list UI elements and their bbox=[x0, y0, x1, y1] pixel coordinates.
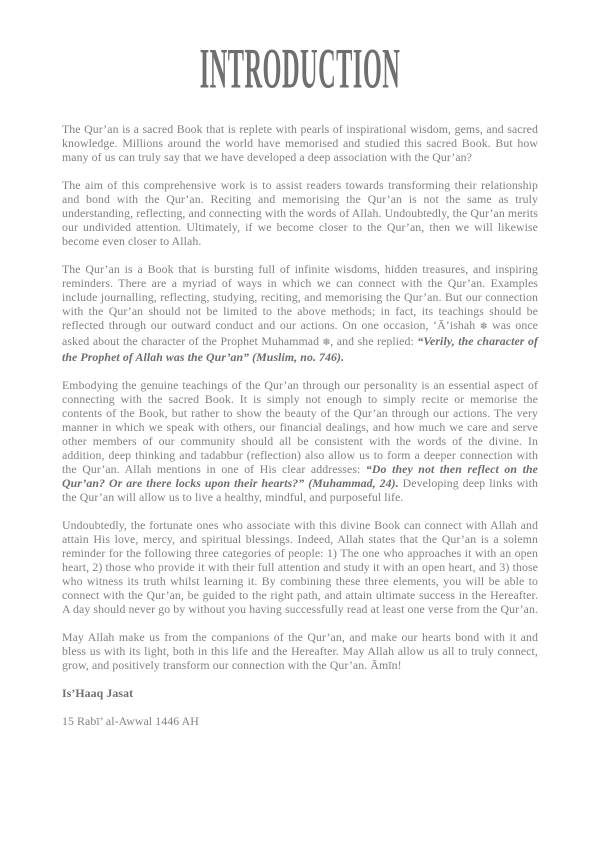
paragraph-aim-of-work: The aim of this comprehensive work is to assist readers towards transforming their relationship and bond with the Qur’an. Reciting and memorising the Qur’an is not the same as truly understanding, reflecting, and connecting with the words of Allah. Undoubtedly, the Qur’an merits our undivided attention. Ultimately, if we become closer to the Qur’an, then we will likewise become even closer to Allah. bbox=[62, 178, 538, 248]
page-title-text: INTRODUCTION bbox=[199, 37, 401, 101]
page-title bbox=[62, 38, 538, 102]
paragraph-text: , and she replied: bbox=[330, 334, 418, 348]
page-content bbox=[62, 122, 538, 728]
honorific-sallallahu-alayhi-wasallam-icon: ✽ bbox=[322, 338, 331, 348]
paragraph-embodying-teachings bbox=[62, 378, 538, 504]
honorific-radiallahu-anha-icon: ✽ bbox=[479, 322, 488, 332]
paragraph-text: Embodying the genuine teachings of the Qur’an through our personality is an essential aspect of connecting with the sacred Book. It is simply not enough to simply recite or memorise the contents of the Book, but rather to show the beauty of the Qur’an through our actions. The very manner in which we speak with others, our financial dealings, and how much we care and serve other members of our community should all be consistent with the words of the divine. In addition, deep thinking and tadabbur (reflection) also allow us to form a deeper connection with the Qur’an. Allah mentions in one of His clear addresses: bbox=[62, 378, 538, 476]
paragraph-three-categories: Undoubtedly, the fortunate ones who associate with this divine Book can connect with Allah and attain His love, mercy, and spiritual blessings. Indeed, Allah states that the Qur’an is a solemn reminder for the following three categories of people: 1) The one who approaches it with an open heart, 2) those who provide it with their full attention and study it with an open heart, and 3) those who witness its truth whilst learning it. By combining these three elements, you will be able to connect with the Qur’an, be guided to the right path, and attain ultimate success in the Hereafter. A day should never go by without you having successfully read at least one verse from the Qur’an. bbox=[62, 518, 538, 616]
paragraph-intro-sacred-book: The Qur’an is a sacred Book that is replete with pearls of inspirational wisdom, gems, and sacred knowledge. Millions around the world have memorised and studied this sacred Book. But how many of us can truly say that we have developed a deep association with the Qur’an? bbox=[62, 122, 538, 164]
paragraph-text: was once asked about the character of the Prophet Muhammad bbox=[62, 318, 538, 348]
hadith-quote-muslim-746: “Verily, the character of the Prophet of Allah was the Qur’an” (Muslim, no. 746). bbox=[62, 334, 538, 364]
date-line: 15 Rabī’ al-Awwal 1446 AH bbox=[62, 714, 199, 728]
paragraph-closing-dua: May Allah make us from the companions of the Qur’an, and make our hearts bond with it and bless us with its light, both in this life and the Hereafter. May Allah allow us all to truly connect, grow, and positively transform our connection with the Qur’an. Āmīn! bbox=[62, 630, 538, 672]
paragraph-ways-to-connect bbox=[62, 262, 538, 364]
paragraph-text: The Qur’an is a Book that is bursting full of infinite wisdoms, hidden treasures, and inspiring reminders. There are a myriad of ways in which we can connect with the Qur’an. Examples include journalling, reflecting, studying, reciting, and memorising the Qur’an. But our connection with the Qur’an should not be limited to the above methods; in fact, its teachings should be reflected through our outward conduct and our actions. On one occasion, ‘Ā’ishah bbox=[62, 262, 538, 332]
author-signature: Is’Haaq Jasat bbox=[62, 686, 134, 700]
quran-quote-muhammad-24: “Do they not then reflect on the Qur’an? Or are there locks upon their hearts?” (Muhammad, 24). bbox=[62, 462, 538, 490]
paragraph-text: Developing deep links with the Qur’an will allow us to live a healthy, mindful, and purposeful life. bbox=[62, 476, 538, 504]
